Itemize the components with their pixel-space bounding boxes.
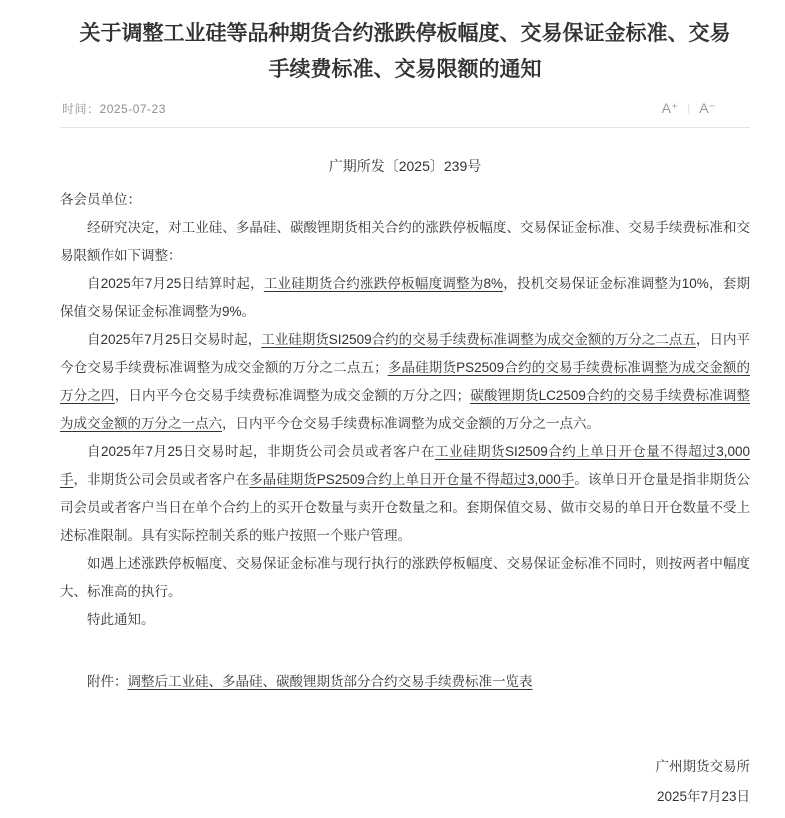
paragraph	[60, 438, 750, 550]
text-segment: 自2025年7月25日交易时起，非期货公司会员或者客户在	[87, 444, 435, 459]
font-controls-separator: |	[687, 102, 691, 115]
text-segment: 自2025年7月25日结算时起，	[87, 276, 264, 291]
text-segment: ，投机交易保证金标准调整为10%，套期保值交易保证金标准调整为9%。	[60, 276, 750, 319]
text-segment: ，日内平今仓交易手续费标准调整为成交金额的万分之一点六。	[222, 416, 600, 431]
paragraph	[60, 550, 750, 606]
header-divider	[60, 127, 750, 128]
text-segment: 经研究决定，对工业硅、多晶硅、碳酸锂期货相关合约的涨跌停板幅度、交易保证金标准、交易手续费标准和交易限额作如下调整：	[60, 220, 750, 263]
underlined-text-segment: 工业硅期货SI2509合约上单日开仓量不得超过3,000手	[60, 444, 750, 487]
paragraph	[60, 214, 750, 270]
notice-body	[60, 186, 750, 634]
attachment-link[interactable]: 调整后工业硅、多晶硅、碳酸锂期货部分合约交易手续费标准一览表	[127, 674, 533, 689]
text-segment: 如遇上述涨跌停板幅度、交易保证金标准与现行执行的涨跌停板幅度、交易保证金标准不同时，则按两者中幅度大、标准高的执行。	[60, 556, 750, 599]
underlined-text-segment: 多晶硅期货PS2509合约的交易手续费标准调整为成交金额的万分之四	[60, 360, 751, 403]
font-size-controls	[662, 100, 748, 117]
document-number: 广期所发〔2025〕239号	[328, 158, 482, 174]
text-segment: ，日内平今仓交易手续费标准调整为成交金额的万分之四；	[114, 388, 471, 403]
paragraph	[60, 606, 750, 634]
paragraph	[60, 326, 750, 438]
text-segment: 特此通知。	[87, 612, 155, 627]
notice-page	[60, 0, 750, 812]
paragraph	[60, 186, 750, 214]
underlined-text-segment: 工业硅期货合约涨跌停板幅度调整为8%	[263, 276, 504, 291]
paragraph	[60, 270, 750, 326]
attachment-row	[60, 668, 750, 696]
underlined-text-segment: 工业硅期货SI2509合约的交易手续费标准调整为成交金额的万分之二点五	[261, 332, 696, 347]
publish-time	[62, 100, 166, 117]
issuer-name: 广州期货交易所	[655, 759, 750, 774]
meta-row	[60, 96, 750, 127]
text-segment: ，日内平今仓交易手续费标准调整为成交金额的万分之二点五；	[60, 332, 750, 375]
text-segment: ，非期货公司会员或者客户在	[73, 472, 250, 487]
issue-date: 2025年7月23日	[656, 789, 750, 804]
text-segment: 自2025年7月25日交易时起，	[87, 332, 262, 347]
signature-block	[60, 752, 750, 812]
font-decrease-button[interactable]: A⁻	[699, 100, 716, 116]
attachment-label: 附件：	[87, 674, 128, 689]
text-segment: 。该单日开仓量是指非期货公司会员或者客户当日在单个合约上的买开仓数量与卖开仓数量之和。套期保值交易、做市交易的单日开仓数量不受上述标准限制。具有实际控制关系的账户按照一个账户管理。	[60, 472, 751, 543]
font-increase-button[interactable]: A⁺	[661, 100, 679, 116]
time-label: 时间：	[62, 102, 100, 116]
text-segment: 各会员单位：	[60, 192, 141, 207]
page-title: 关于调整工业硅等品种期货合约涨跌停板幅度、交易保证金标准、交易手续费标准、交易限额的通知	[79, 22, 731, 81]
time-value: 2025-07-23	[99, 102, 166, 116]
underlined-text-segment: 碳酸锂期货LC2509合约的交易手续费标准调整为成交金额的万分之一点六	[60, 388, 751, 431]
underlined-text-segment: 多晶硅期货PS2509合约上单日开仓量不得超过3,000手	[249, 472, 575, 487]
